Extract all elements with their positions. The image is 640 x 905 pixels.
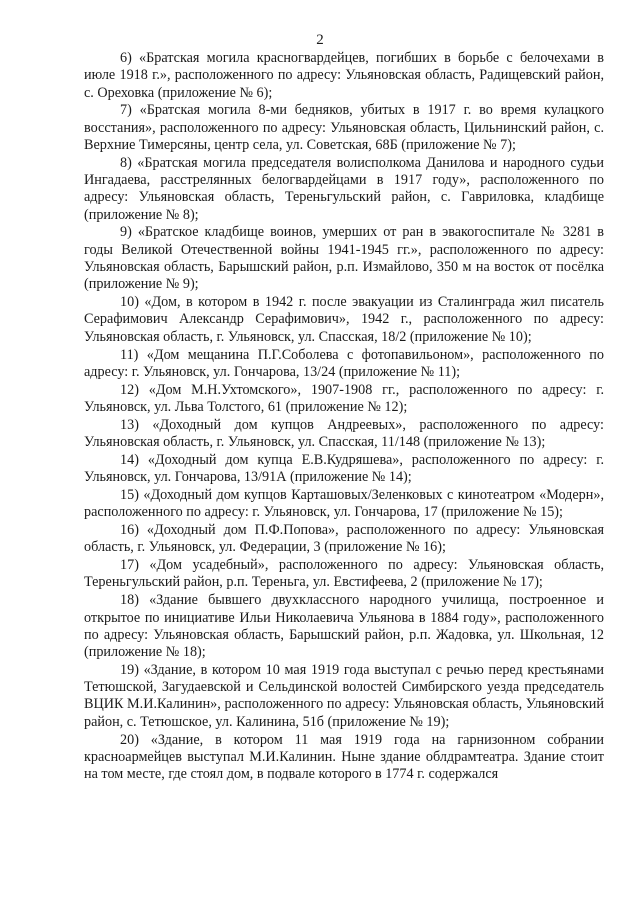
paragraph-item-18: 18) «Здание бывшего двухклассного народного училища, построенное и открытое по инициативе Ильи Николаевича Ульянова в 1884 году», расположенного по адресу: Ульяновская область, Барышский район, р.п. Жадовка, ул. Школьная, 12 (приложение № 18); <box>84 592 604 661</box>
paragraph-item-8: 8) «Братская могила председателя волисполкома Данилова и народного судьи Ингадаева, расстрелянных белогвардейцами в 1917 году», расположенного по адресу: Ульяновская область, Тереньгульский район, с. Гавриловка, кладбище (приложение № 8); <box>84 154 604 223</box>
page-number: 2 <box>316 32 324 48</box>
paragraph-item-13: 13) «Доходный дом купцов Андреевых», расположенного по адресу: Ульяновская область, г. Ульяновск, ул. Спасская, 11/148 (приложение № 13); <box>84 416 604 451</box>
paragraph-item-11: 11) «Дом мещанина П.Г.Соболева с фотопавильоном», расположенного по адресу: г. Ульяновск, ул. Гончарова, 13/24 (приложение № 11); <box>84 346 604 380</box>
paragraph-item-19: 19) «Здание, в котором 10 мая 1919 года выступал с речью перед крестьянами Тетюшской, Загудаевской и Сельдинской волостей Симбирского уезда председатель ВЦИК М.И.Калинин», расположенного по адресу: Ульяновская область, Ульяновский район, с. Тетюшское, ул. Калинина, 51б (приложение № 19); <box>84 661 604 730</box>
paragraph-item-12: 12) «Дом М.Н.Ухтомского», 1907-1908 гг., расположенного по адресу: г. Ульяновск, ул. Льва Толстого, 61 (приложение № 12); <box>84 381 604 415</box>
paragraph-item-17: 17) «Дом усадебный», расположенного по адресу: Ульяновская область, Тереньгульский район, р.п. Тереньга, ул. Евстифеева, 2 (приложение № 17); <box>84 557 604 591</box>
paragraph-item-7: 7) «Братская могила 8-ми бедняков, убитых в 1917 г. во время кулацкого восстания», расположенного по адресу: Ульяновская область, Цильнинский район, с. Верхние Тимерсяны, центр села, ул. Советская, 68Б (приложение № 7); <box>84 102 604 153</box>
paragraph-item-14: 14) «Доходный дом купца Е.В.Кудряшева», расположенного по адресу: г. Ульяновск, ул. Гончарова, 13/91А (приложение № 14); <box>84 451 604 486</box>
paragraph-item-9: 9) «Братское кладбище воинов, умерших от ран в эвакогоспитале № 3281 в годы Великой Отечественной войны 1941-1945 гг.», расположенного по адресу: Ульяновская область, Барышский район, р.п. Измайлово, 350 м на восток от посёлка (приложение № 9); <box>84 224 604 293</box>
paragraph-item-6: 6) «Братская могила красногвардейцев, погибших в борьбе с белочехами в июле 1918 г.», расположенного по адресу: Ульяновская область, Радищевский район, с. Ореховка (приложение № 6); <box>84 50 604 101</box>
paragraph-item-10: 10) «Дом, в котором в 1942 г. после эвакуации из Сталинграда жил писатель Серафимович Александр Серафимович», 1942 г., расположенного по адресу: Ульяновская область, г. Ульяновск, ул. Спасская, 18/2 (приложение № 10); <box>84 294 604 345</box>
paragraph-item-16: 16) «Доходный дом П.Ф.Попова», расположенного по адресу: Ульяновская область, г. Ульяновск, ул. Федерации, 3 (приложение № 16); <box>84 522 604 556</box>
paragraph-item-20: 20) «Здание, в котором 11 мая 1919 года на гарнизонном собрании красноармейцев выступал М.И.Калинин. Ныне здание облдрамтеатра. Здание стоит на том месте, где стоял дом, в подвале которого в 1774 г. содержался <box>84 731 604 783</box>
paragraph-item-15: 15) «Доходный дом купцов Карташовых/Зеленковых с кинотеатром «Модерн», расположенного по адресу: г. Ульяновск, ул. Гончарова, 17 (приложение № 15); <box>84 486 604 521</box>
document-body <box>84 50 604 783</box>
